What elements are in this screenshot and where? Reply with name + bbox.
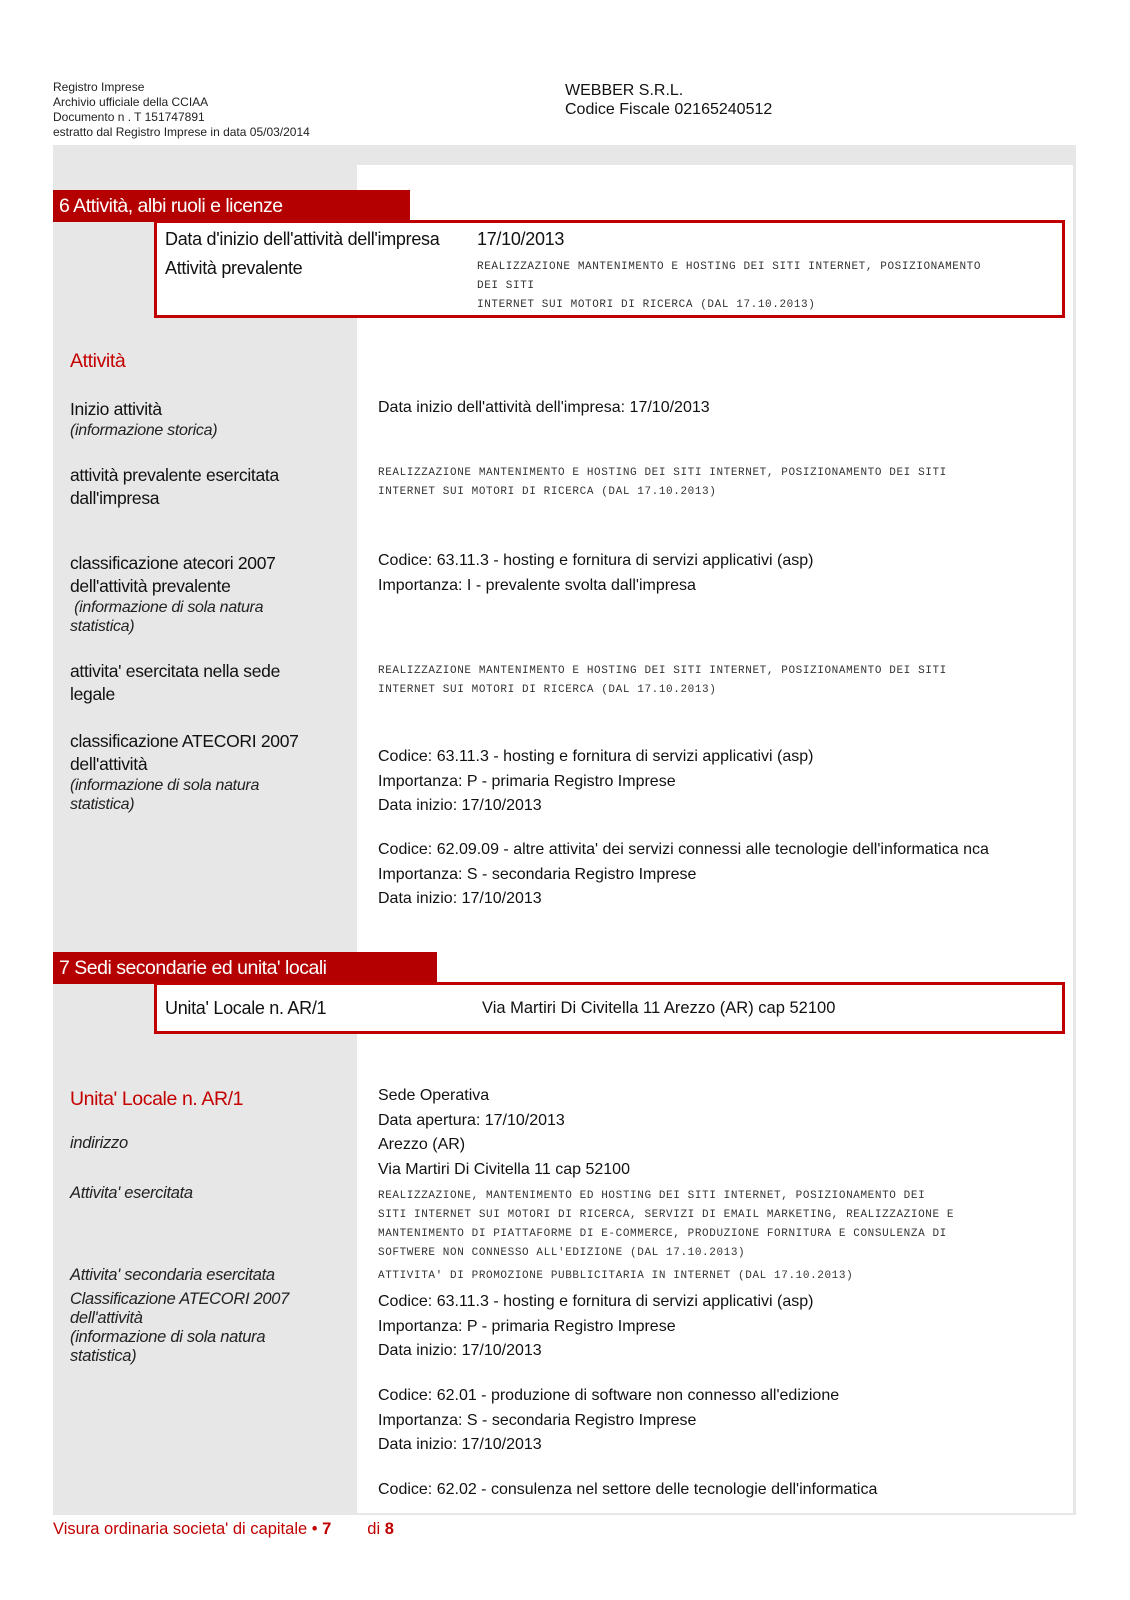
label-note: (informazione di sola natura	[70, 1328, 266, 1346]
footer-text: Visura ordinaria societa' di capitale •	[53, 1520, 323, 1538]
main-activity-value	[477, 258, 1057, 315]
address-value	[378, 1133, 1058, 1182]
label-text: classificazione atecori 2007	[70, 553, 276, 573]
label-text: dell'attività	[70, 754, 148, 774]
atecori-prevalent-value	[378, 549, 1058, 598]
secondary-activity-label: Attivita' secondaria esercitata	[70, 1266, 275, 1284]
text-line: Importanza: P - primaria Registro Imprese	[378, 1317, 676, 1335]
unit-atecori-label	[70, 1290, 345, 1366]
header-line: estratto dal Registro Imprese in data 05/03/2014	[53, 125, 310, 139]
section-7-summary-box	[154, 982, 1065, 1034]
header-line: Archivio ufficiale della CCIAA	[53, 95, 209, 109]
section-6-summary-box	[154, 220, 1065, 318]
start-date-value: 17/10/2013	[477, 229, 565, 249]
section-7-title: 7 Sedi secondarie ed unita' locali	[53, 952, 437, 984]
text-line: DEI SITI	[477, 280, 535, 292]
activity-exercised-label: Attivita' esercitata	[70, 1184, 193, 1202]
prevalent-activity-value	[378, 464, 1058, 502]
label-note: (informazione di sola natura	[70, 599, 264, 616]
footer-of: di	[367, 1520, 385, 1538]
text-line: SITI INTERNET SUI MOTORI DI RICERCA, SERVIZI DI EMAIL MARKETING, REALIZZAZIONE E	[378, 1209, 955, 1221]
main-activity-label: Attività prevalente	[165, 258, 303, 278]
label-note: statistica)	[70, 618, 135, 635]
text-line: Data inizio: 17/10/2013	[378, 797, 542, 814]
text-line: Data apertura: 17/10/2013	[378, 1111, 565, 1129]
label-text: dall'impresa	[70, 488, 160, 508]
header-registry-info	[53, 80, 310, 140]
address-label: indirizzo	[70, 1134, 128, 1152]
text-line: REALIZZAZIONE MANTENIMENTO E HOSTING DEI SITI INTERNET, POSIZIONAMENTO DEI SITI	[378, 665, 947, 677]
text-line: Codice: 63.11.3 - hosting e fornitura di servizi applicativi (asp)	[378, 748, 814, 765]
header-company-info	[565, 81, 772, 119]
label-text: Inizio attività	[70, 399, 162, 419]
text-line: SOFTWERE NON CONNESSO ALL'EDIZIONE (DAL 17.10.2013)	[378, 1247, 746, 1259]
text-line: Importanza: I - prevalente svolta dall'impresa	[378, 576, 696, 594]
label-text: classificazione ATECORI 2007	[70, 731, 299, 751]
header-line: Documento n . T 151747891	[53, 110, 205, 124]
label-note: (informazione di sola natura	[70, 777, 260, 794]
label-text: legale	[70, 684, 115, 704]
label-text: attività prevalente esercitata	[70, 465, 279, 485]
start-activity-value: Data inizio dell'attività dell'impresa: 17/10/2013	[378, 399, 710, 416]
text-line: Codice: 62.02 - consulenza nel settore delle tecnologie dell'informatica	[378, 1481, 878, 1498]
atecori-activity-label	[70, 730, 345, 814]
local-unit-label: Unita' Locale n. AR/1	[165, 998, 327, 1018]
text-line: Data inizio: 17/10/2013	[378, 890, 542, 907]
local-unit-title: Unita' Locale n. AR/1	[70, 1088, 244, 1110]
label-note: statistica)	[70, 796, 135, 813]
text-line: Importanza: S - secondaria Registro Imprese	[378, 865, 697, 883]
unit-atecori-block-2	[378, 1384, 1058, 1458]
footer-page-number: 7	[322, 1520, 332, 1538]
label-note: dell'attività	[70, 1309, 143, 1327]
section-6-title: 6 Attività, albi ruoli e licenze	[53, 190, 410, 222]
text-line: MANTENIMENTO DI PIATTAFORME DI E-COMMERCE, PRODUZIONE FORNITURA E CONSULENZA DI	[378, 1228, 947, 1240]
text-line: Codice: 62.09.09 - altre attivita' dei servizi connessi alle tecnologie dell'informatica nca	[378, 841, 989, 858]
text-line: REALIZZAZIONE MANTENIMENTO E HOSTING DEI SITI INTERNET, POSIZIONAMENTO	[477, 261, 982, 273]
secondary-activity-value: ATTIVITA' DI PROMOZIONE PUBBLICITARIA IN INTERNET (DAL 17.10.2013)	[378, 1270, 854, 1282]
text-line: REALIZZAZIONE, MANTENIMENTO ED HOSTING DEI SITI INTERNET, POSIZIONAMENTO DEI	[378, 1190, 926, 1202]
company-name: WEBBER S.R.L.	[565, 82, 684, 99]
text-line: Codice: 63.11.3 - hosting e fornitura di servizi applicativi (asp)	[378, 552, 814, 569]
label-note: (informazione storica)	[70, 422, 218, 439]
prevalent-activity-label	[70, 464, 345, 510]
label-note: statistica)	[70, 1347, 137, 1365]
text-line: Via Martiri Di Civitella 11 cap 52100	[378, 1160, 630, 1178]
footer-total-pages: 8	[384, 1520, 394, 1538]
text-line: Data inizio: 17/10/2013	[378, 1436, 542, 1453]
unit-atecori-block-3	[378, 1478, 1058, 1503]
atecori-activity-block-2	[378, 838, 1058, 912]
text-line: Arezzo (AR)	[378, 1136, 466, 1153]
page-footer	[53, 1520, 394, 1539]
text-line: Codice: 63.11.3 - hosting e fornitura di servizi applicativi (asp)	[378, 1293, 814, 1310]
header-line: Registro Imprese	[53, 80, 145, 94]
text-line: Importanza: S - secondaria Registro Imprese	[378, 1411, 697, 1429]
atecori-activity-block-1	[378, 745, 1058, 819]
legal-seat-activity-label	[70, 660, 345, 706]
text-line: INTERNET SUI MOTORI DI RICERCA (DAL 17.10.2013)	[378, 684, 717, 696]
text-line: Data inizio: 17/10/2013	[378, 1342, 542, 1359]
local-unit-head	[378, 1084, 1058, 1133]
label-text: attivita' esercitata nella sede	[70, 661, 280, 681]
start-activity-label	[70, 398, 345, 440]
text-line: Importanza: P - primaria Registro Imprese	[378, 772, 676, 790]
label-text: dell'attività prevalente	[70, 576, 231, 596]
text-line: Sede Operativa	[378, 1087, 490, 1104]
text-line: INTERNET SUI MOTORI DI RICERCA (DAL 17.10.2013)	[378, 486, 717, 498]
activity-exercised-value	[378, 1187, 1058, 1263]
unit-atecori-block-1	[378, 1290, 1058, 1364]
activity-subtitle: Attività	[70, 350, 126, 372]
text-line: REALIZZAZIONE MANTENIMENTO E HOSTING DEI SITI INTERNET, POSIZIONAMENTO DEI SITI	[378, 467, 947, 479]
local-unit-address: Via Martiri Di Civitella 11 Arezzo (AR) cap 52100	[482, 999, 836, 1017]
label-note: Classificazione ATECORI 2007	[70, 1290, 290, 1308]
start-date-label: Data d'inizio dell'attività dell'impresa	[165, 229, 440, 249]
fiscal-code: Codice Fiscale 02165240512	[565, 101, 773, 118]
atecori-prevalent-label	[70, 552, 345, 636]
text-line: INTERNET SUI MOTORI DI RICERCA (DAL 17.10.2013)	[477, 299, 816, 311]
legal-seat-activity-value	[378, 662, 1058, 700]
text-line: Codice: 62.01 - produzione di software non connesso all'edizione	[378, 1387, 840, 1404]
